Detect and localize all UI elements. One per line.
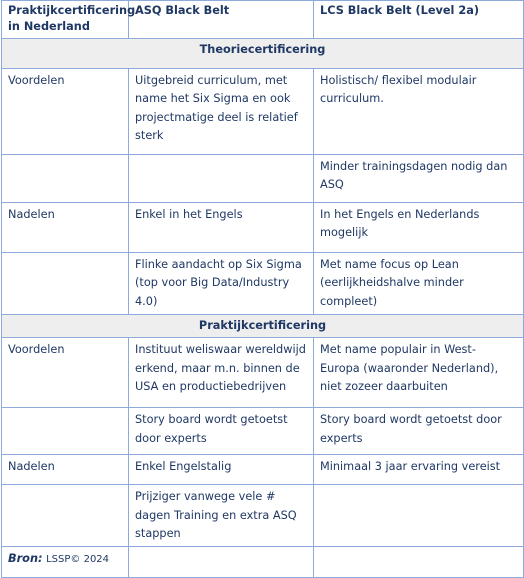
header-cell-lcs: LCS Black Belt (Level 2a) xyxy=(314,1,524,39)
table-row xyxy=(2,69,524,155)
table-cell xyxy=(2,485,129,547)
header-row xyxy=(2,1,524,39)
section-row-praktijk xyxy=(2,315,524,338)
header-cell-asq: ASQ Black Belt xyxy=(129,1,314,39)
table-cell: Flinke aandacht op Six Sigma (top voor Big Data/Industry 4.0) xyxy=(129,253,314,315)
certification-comparison-table xyxy=(1,0,524,578)
source-row xyxy=(2,547,524,578)
table-cell: Voordelen xyxy=(2,338,129,408)
table-cell: Instituut weliswaar wereldwijd erkend, maar m.n. binnen de USA en productiebedrijven xyxy=(129,338,314,408)
header-cell-praktijk: Praktijkcertificering in Nederland xyxy=(2,1,129,39)
table-row xyxy=(2,408,524,455)
table-cell: Enkel in het Engels xyxy=(129,203,314,253)
table-cell xyxy=(2,155,129,203)
table-cell xyxy=(2,408,129,455)
table-cell: Minimaal 3 jaar ervaring vereist xyxy=(314,455,524,485)
source-label: Bron: xyxy=(8,552,43,566)
table-cell xyxy=(2,253,129,315)
table-cell: Nadelen xyxy=(2,203,129,253)
table-cell xyxy=(314,547,524,578)
table-row xyxy=(2,485,524,547)
table-cell: Met name populair in West- Europa (waaronder Nederland), niet zozeer daarbuiten xyxy=(314,338,524,408)
section-title: Theoriecertificering xyxy=(2,39,524,69)
table-row xyxy=(2,455,524,485)
table-cell: Prijziger vanwege vele # dagen Training en extra ASQ stappen xyxy=(129,485,314,547)
table-cell: Story board wordt getoetst door experts xyxy=(314,408,524,455)
table-cell: Enkel Engelstalig xyxy=(129,455,314,485)
table-cell: Minder trainingsdagen nodig dan ASQ xyxy=(314,155,524,203)
source-text: LSSP© 2024 xyxy=(46,554,110,566)
table-cell xyxy=(129,155,314,203)
table-cell: Uitgebreid curriculum, met name het Six Sigma en ook projectmatige deel is relatief sterk xyxy=(129,69,314,155)
table-row xyxy=(2,253,524,315)
table-cell xyxy=(129,547,314,578)
table-cell: Voordelen xyxy=(2,69,129,155)
table-cell: Met name focus op Lean (eerlijkheidshalve minder compleet) xyxy=(314,253,524,315)
table-cell: Nadelen xyxy=(2,455,129,485)
table-row xyxy=(2,155,524,203)
table-cell xyxy=(314,485,524,547)
section-row-theorie xyxy=(2,39,524,69)
section-title: Praktijkcertificering xyxy=(2,315,524,338)
table-row xyxy=(2,203,524,253)
table-cell: Holistisch/ flexibel modulair curriculum. xyxy=(314,69,524,155)
table-row xyxy=(2,338,524,408)
source-cell xyxy=(2,547,129,578)
table-cell: In het Engels en Nederlands mogelijk xyxy=(314,203,524,253)
table-cell: Story board wordt getoetst door experts xyxy=(129,408,314,455)
